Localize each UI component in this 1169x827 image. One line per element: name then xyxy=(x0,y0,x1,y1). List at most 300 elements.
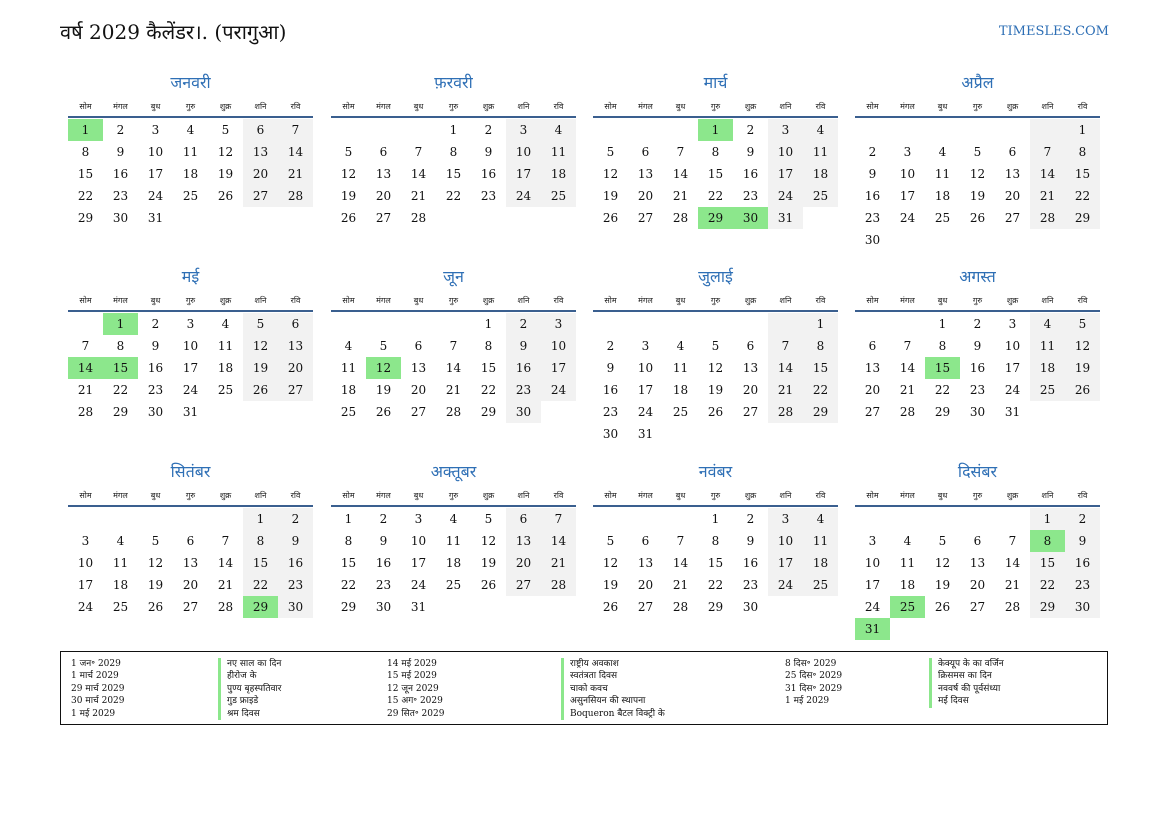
day-cell[interactable]: 10 xyxy=(899,167,916,181)
day-cell[interactable]: 10 xyxy=(182,339,199,353)
day-cell[interactable]: 13 xyxy=(375,167,392,181)
day-cell[interactable]: 18 xyxy=(803,552,838,574)
day-cell[interactable]: 1 xyxy=(803,313,838,335)
day-cell[interactable]: 17 xyxy=(864,578,881,592)
day-cell[interactable]: 16 xyxy=(1065,552,1100,574)
day-cell[interactable]: 30 xyxy=(742,600,759,614)
day-cell[interactable]: 31 xyxy=(1004,405,1021,419)
day-cell[interactable]: 18 xyxy=(899,578,916,592)
day-cell[interactable]: 8 xyxy=(711,534,720,548)
day-cell[interactable]: 25 xyxy=(1030,379,1065,401)
day-cell[interactable]: 22 xyxy=(707,189,724,203)
day-cell[interactable]: 17 xyxy=(899,189,916,203)
day-cell[interactable]: 24 xyxy=(77,600,94,614)
day-cell[interactable]: 27 xyxy=(637,211,654,225)
day-cell[interactable]: 6 xyxy=(1008,145,1017,159)
day-cell[interactable]: 17 xyxy=(768,552,803,574)
day-cell[interactable]: 3 xyxy=(868,534,877,548)
day-cell[interactable]: 20 xyxy=(969,578,986,592)
day-cell[interactable]: 7 xyxy=(449,339,458,353)
day-cell[interactable]: 14 xyxy=(1004,556,1021,570)
day-cell[interactable]: 17 xyxy=(768,163,803,185)
day-cell[interactable]: 31 xyxy=(147,211,164,225)
day-cell[interactable]: 8 xyxy=(1065,141,1100,163)
day-cell[interactable]: 18 xyxy=(803,163,838,185)
day-cell[interactable]: 29 xyxy=(112,405,129,419)
day-cell[interactable]: 28 xyxy=(768,401,803,423)
day-cell[interactable]: 13 xyxy=(506,530,541,552)
day-cell[interactable]: 9 xyxy=(746,534,755,548)
day-cell[interactable]: 27 xyxy=(278,379,313,401)
day-cell[interactable]: 26 xyxy=(1065,379,1100,401)
day-cell[interactable]: 12 xyxy=(707,361,724,375)
day-cell[interactable]: 2 xyxy=(278,508,313,530)
day-cell[interactable]: 18 xyxy=(217,361,234,375)
day-cell[interactable]: 23 xyxy=(278,574,313,596)
day-cell[interactable]: 4 xyxy=(221,317,230,331)
day-cell[interactable]: 9 xyxy=(484,145,493,159)
day-cell[interactable]: 23 xyxy=(742,189,759,203)
day-cell[interactable]: 6 xyxy=(641,145,650,159)
day-cell[interactable]: 11 xyxy=(182,145,199,159)
day-cell[interactable]: 22 xyxy=(803,379,838,401)
day-cell[interactable]: 2 xyxy=(1065,508,1100,530)
day-cell[interactable]: 28 xyxy=(541,574,576,596)
day-cell[interactable]: 9 xyxy=(868,167,877,181)
day-cell[interactable]: 14 xyxy=(1030,163,1065,185)
day-cell[interactable]: 27 xyxy=(1004,211,1021,225)
day-cell[interactable]: 2 xyxy=(746,123,755,137)
day-cell[interactable]: 5 xyxy=(379,339,388,353)
day-cell[interactable]: 10 xyxy=(637,361,654,375)
day-cell[interactable]: 3 xyxy=(768,508,803,530)
day-cell[interactable]: 25 xyxy=(803,185,838,207)
day-cell[interactable]: 11 xyxy=(541,141,576,163)
day-cell[interactable]: 20 xyxy=(1004,189,1021,203)
day-cell[interactable]: 28 xyxy=(410,211,427,225)
holiday-day-cell[interactable]: 29 xyxy=(698,207,733,229)
day-cell[interactable]: 13 xyxy=(864,361,881,375)
day-cell[interactable]: 21 xyxy=(1030,185,1065,207)
holiday-day-cell[interactable]: 25 xyxy=(890,596,925,618)
day-cell[interactable]: 27 xyxy=(243,185,278,207)
day-cell[interactable]: 3 xyxy=(414,512,423,526)
day-cell[interactable]: 25 xyxy=(803,574,838,596)
day-cell[interactable]: 28 xyxy=(77,405,94,419)
day-cell[interactable]: 21 xyxy=(768,379,803,401)
day-cell[interactable]: 29 xyxy=(340,600,357,614)
day-cell[interactable]: 19 xyxy=(147,578,164,592)
day-cell[interactable]: 9 xyxy=(606,361,615,375)
day-cell[interactable]: 12 xyxy=(602,167,619,181)
holiday-day-cell[interactable]: 1 xyxy=(698,119,733,141)
day-cell[interactable]: 6 xyxy=(414,339,423,353)
day-cell[interactable]: 20 xyxy=(864,383,881,397)
day-cell[interactable]: 2 xyxy=(116,123,125,137)
day-cell[interactable]: 30 xyxy=(375,600,392,614)
day-cell[interactable]: 7 xyxy=(414,145,423,159)
day-cell[interactable]: 28 xyxy=(899,405,916,419)
day-cell[interactable]: 25 xyxy=(112,600,129,614)
day-cell[interactable]: 14 xyxy=(672,556,689,570)
day-cell[interactable]: 19 xyxy=(217,167,234,181)
holiday-day-cell[interactable]: 30 xyxy=(733,207,768,229)
day-cell[interactable]: 29 xyxy=(1030,596,1065,618)
day-cell[interactable]: 9 xyxy=(379,534,388,548)
day-cell[interactable]: 22 xyxy=(243,574,278,596)
holiday-day-cell[interactable]: 15 xyxy=(103,357,138,379)
day-cell[interactable]: 16 xyxy=(147,361,164,375)
day-cell[interactable]: 3 xyxy=(186,317,195,331)
day-cell[interactable]: 11 xyxy=(340,361,357,375)
holiday-day-cell[interactable]: 1 xyxy=(103,313,138,335)
day-cell[interactable]: 25 xyxy=(217,383,234,397)
day-cell[interactable]: 6 xyxy=(973,534,982,548)
day-cell[interactable]: 7 xyxy=(1008,534,1017,548)
day-cell[interactable]: 25 xyxy=(182,189,199,203)
day-cell[interactable]: 16 xyxy=(480,167,497,181)
day-cell[interactable]: 11 xyxy=(934,167,951,181)
day-cell[interactable]: 3 xyxy=(1008,317,1017,331)
day-cell[interactable]: 10 xyxy=(768,530,803,552)
day-cell[interactable]: 5 xyxy=(484,512,493,526)
day-cell[interactable]: 25 xyxy=(445,578,462,592)
day-cell[interactable]: 26 xyxy=(707,405,724,419)
day-cell[interactable]: 11 xyxy=(803,530,838,552)
day-cell[interactable]: 22 xyxy=(340,578,357,592)
day-cell[interactable]: 1 xyxy=(1065,119,1100,141)
day-cell[interactable]: 23 xyxy=(1065,574,1100,596)
day-cell[interactable]: 8 xyxy=(938,339,947,353)
day-cell[interactable]: 7 xyxy=(903,339,912,353)
day-cell[interactable]: 30 xyxy=(278,596,313,618)
day-cell[interactable]: 10 xyxy=(864,556,881,570)
day-cell[interactable]: 19 xyxy=(375,383,392,397)
day-cell[interactable]: 4 xyxy=(938,145,947,159)
day-cell[interactable]: 21 xyxy=(278,163,313,185)
day-cell[interactable]: 18 xyxy=(1030,357,1065,379)
day-cell[interactable]: 15 xyxy=(340,556,357,570)
day-cell[interactable]: 19 xyxy=(934,578,951,592)
holiday-day-cell[interactable]: 15 xyxy=(925,357,960,379)
day-cell[interactable]: 24 xyxy=(768,574,803,596)
day-cell[interactable]: 14 xyxy=(541,530,576,552)
day-cell[interactable]: 27 xyxy=(864,405,881,419)
day-cell[interactable]: 26 xyxy=(934,600,951,614)
day-cell[interactable]: 1 xyxy=(344,512,353,526)
day-cell[interactable]: 6 xyxy=(379,145,388,159)
day-cell[interactable]: 12 xyxy=(243,335,278,357)
day-cell[interactable]: 20 xyxy=(742,383,759,397)
day-cell[interactable]: 29 xyxy=(803,401,838,423)
day-cell[interactable]: 5 xyxy=(938,534,947,548)
holiday-day-cell[interactable]: 8 xyxy=(1030,530,1065,552)
day-cell[interactable]: 18 xyxy=(541,163,576,185)
day-cell[interactable]: 26 xyxy=(147,600,164,614)
day-cell[interactable]: 19 xyxy=(340,189,357,203)
day-cell[interactable]: 2 xyxy=(973,317,982,331)
day-cell[interactable]: 17 xyxy=(541,357,576,379)
day-cell[interactable]: 26 xyxy=(217,189,234,203)
day-cell[interactable]: 4 xyxy=(676,339,685,353)
day-cell[interactable]: 16 xyxy=(864,189,881,203)
day-cell[interactable]: 18 xyxy=(934,189,951,203)
day-cell[interactable]: 7 xyxy=(278,119,313,141)
day-cell[interactable]: 1 xyxy=(711,512,720,526)
day-cell[interactable]: 4 xyxy=(116,534,125,548)
day-cell[interactable]: 22 xyxy=(445,189,462,203)
day-cell[interactable]: 23 xyxy=(602,405,619,419)
day-cell[interactable]: 12 xyxy=(1065,335,1100,357)
day-cell[interactable]: 5 xyxy=(344,145,353,159)
day-cell[interactable]: 20 xyxy=(637,578,654,592)
day-cell[interactable]: 17 xyxy=(637,383,654,397)
day-cell[interactable]: 15 xyxy=(480,361,497,375)
day-cell[interactable]: 7 xyxy=(81,339,90,353)
day-cell[interactable]: 20 xyxy=(278,357,313,379)
day-cell[interactable]: 14 xyxy=(672,167,689,181)
day-cell[interactable]: 21 xyxy=(1004,578,1021,592)
day-cell[interactable]: 7 xyxy=(541,508,576,530)
day-cell[interactable]: 16 xyxy=(969,361,986,375)
day-cell[interactable]: 31 xyxy=(637,427,654,441)
day-cell[interactable]: 10 xyxy=(1004,339,1021,353)
day-cell[interactable]: 18 xyxy=(182,167,199,181)
day-cell[interactable]: 22 xyxy=(480,383,497,397)
day-cell[interactable]: 17 xyxy=(147,167,164,181)
day-cell[interactable]: 13 xyxy=(637,556,654,570)
day-cell[interactable]: 19 xyxy=(969,189,986,203)
day-cell[interactable]: 19 xyxy=(707,383,724,397)
day-cell[interactable]: 9 xyxy=(746,145,755,159)
day-cell[interactable]: 16 xyxy=(742,167,759,181)
day-cell[interactable]: 16 xyxy=(375,556,392,570)
day-cell[interactable]: 28 xyxy=(672,211,689,225)
day-cell[interactable]: 11 xyxy=(899,556,916,570)
day-cell[interactable]: 17 xyxy=(410,556,427,570)
day-cell[interactable]: 24 xyxy=(864,600,881,614)
day-cell[interactable]: 28 xyxy=(1004,600,1021,614)
day-cell[interactable]: 3 xyxy=(903,145,912,159)
day-cell[interactable]: 4 xyxy=(803,508,838,530)
day-cell[interactable]: 27 xyxy=(506,574,541,596)
day-cell[interactable]: 12 xyxy=(147,556,164,570)
day-cell[interactable]: 4 xyxy=(903,534,912,548)
day-cell[interactable]: 4 xyxy=(449,512,458,526)
day-cell[interactable]: 24 xyxy=(637,405,654,419)
day-cell[interactable]: 16 xyxy=(278,552,313,574)
day-cell[interactable]: 27 xyxy=(969,600,986,614)
day-cell[interactable]: 2 xyxy=(151,317,160,331)
day-cell[interactable]: 9 xyxy=(506,335,541,357)
day-cell[interactable]: 3 xyxy=(151,123,160,137)
day-cell[interactable]: 5 xyxy=(711,339,720,353)
day-cell[interactable]: 8 xyxy=(449,145,458,159)
day-cell[interactable]: 8 xyxy=(116,339,125,353)
day-cell[interactable]: 6 xyxy=(243,119,278,141)
day-cell[interactable]: 25 xyxy=(934,211,951,225)
day-cell[interactable]: 29 xyxy=(707,600,724,614)
day-cell[interactable]: 4 xyxy=(541,119,576,141)
day-cell[interactable]: 16 xyxy=(742,556,759,570)
day-cell[interactable]: 18 xyxy=(672,383,689,397)
day-cell[interactable]: 18 xyxy=(340,383,357,397)
day-cell[interactable]: 20 xyxy=(410,383,427,397)
day-cell[interactable]: 10 xyxy=(541,335,576,357)
day-cell[interactable]: 27 xyxy=(742,405,759,419)
day-cell[interactable]: 2 xyxy=(506,313,541,335)
day-cell[interactable]: 19 xyxy=(1065,357,1100,379)
day-cell[interactable]: 14 xyxy=(768,357,803,379)
day-cell[interactable]: 26 xyxy=(969,211,986,225)
day-cell[interactable]: 26 xyxy=(480,578,497,592)
day-cell[interactable]: 3 xyxy=(506,119,541,141)
day-cell[interactable]: 22 xyxy=(112,383,129,397)
site-link[interactable]: TIMESLES.COM xyxy=(998,24,1109,39)
day-cell[interactable]: 10 xyxy=(506,141,541,163)
day-cell[interactable]: 12 xyxy=(217,145,234,159)
day-cell[interactable]: 13 xyxy=(1004,167,1021,181)
day-cell[interactable]: 15 xyxy=(707,167,724,181)
day-cell[interactable]: 17 xyxy=(506,163,541,185)
day-cell[interactable]: 24 xyxy=(506,185,541,207)
day-cell[interactable]: 17 xyxy=(77,578,94,592)
day-cell[interactable]: 2 xyxy=(379,512,388,526)
day-cell[interactable]: 29 xyxy=(480,405,497,419)
day-cell[interactable]: 14 xyxy=(278,141,313,163)
day-cell[interactable]: 21 xyxy=(77,383,94,397)
day-cell[interactable]: 23 xyxy=(480,189,497,203)
day-cell[interactable]: 24 xyxy=(182,383,199,397)
day-cell[interactable]: 1 xyxy=(938,317,947,331)
day-cell[interactable]: 9 xyxy=(973,339,982,353)
day-cell[interactable]: 2 xyxy=(868,145,877,159)
day-cell[interactable]: 22 xyxy=(707,578,724,592)
day-cell[interactable]: 24 xyxy=(147,189,164,203)
day-cell[interactable]: 22 xyxy=(77,189,94,203)
day-cell[interactable]: 6 xyxy=(186,534,195,548)
day-cell[interactable]: 22 xyxy=(934,383,951,397)
day-cell[interactable]: 19 xyxy=(602,578,619,592)
day-cell[interactable]: 4 xyxy=(344,339,353,353)
day-cell[interactable]: 11 xyxy=(1030,335,1065,357)
day-cell[interactable]: 9 xyxy=(1065,530,1100,552)
day-cell[interactable]: 7 xyxy=(676,145,685,159)
day-cell[interactable]: 10 xyxy=(410,534,427,548)
day-cell[interactable]: 21 xyxy=(445,383,462,397)
day-cell[interactable]: 5 xyxy=(606,534,615,548)
day-cell[interactable]: 23 xyxy=(112,189,129,203)
day-cell[interactable]: 6 xyxy=(746,339,755,353)
day-cell[interactable]: 28 xyxy=(445,405,462,419)
day-cell[interactable]: 6 xyxy=(641,534,650,548)
day-cell[interactable]: 28 xyxy=(672,600,689,614)
day-cell[interactable]: 30 xyxy=(1065,596,1100,618)
day-cell[interactable]: 12 xyxy=(602,556,619,570)
day-cell[interactable]: 21 xyxy=(672,578,689,592)
day-cell[interactable]: 30 xyxy=(147,405,164,419)
day-cell[interactable]: 5 xyxy=(606,145,615,159)
day-cell[interactable]: 6 xyxy=(868,339,877,353)
day-cell[interactable]: 7 xyxy=(768,335,803,357)
day-cell[interactable]: 21 xyxy=(217,578,234,592)
day-cell[interactable]: 22 xyxy=(1030,574,1065,596)
day-cell[interactable]: 31 xyxy=(768,207,803,229)
holiday-day-cell[interactable]: 29 xyxy=(243,596,278,618)
day-cell[interactable]: 26 xyxy=(340,211,357,225)
day-cell[interactable]: 13 xyxy=(182,556,199,570)
day-cell[interactable]: 8 xyxy=(803,335,838,357)
day-cell[interactable]: 2 xyxy=(606,339,615,353)
day-cell[interactable]: 17 xyxy=(182,361,199,375)
day-cell[interactable]: 11 xyxy=(803,141,838,163)
day-cell[interactable]: 11 xyxy=(445,534,462,548)
day-cell[interactable]: 25 xyxy=(340,405,357,419)
day-cell[interactable]: 11 xyxy=(112,556,129,570)
day-cell[interactable]: 18 xyxy=(445,556,462,570)
day-cell[interactable]: 14 xyxy=(217,556,234,570)
day-cell[interactable]: 20 xyxy=(375,189,392,203)
day-cell[interactable]: 12 xyxy=(340,167,357,181)
day-cell[interactable]: 13 xyxy=(969,556,986,570)
day-cell[interactable]: 3 xyxy=(768,119,803,141)
day-cell[interactable]: 25 xyxy=(541,185,576,207)
day-cell[interactable]: 20 xyxy=(243,163,278,185)
day-cell[interactable]: 5 xyxy=(151,534,160,548)
day-cell[interactable]: 13 xyxy=(278,335,313,357)
day-cell[interactable]: 14 xyxy=(899,361,916,375)
day-cell[interactable]: 12 xyxy=(969,167,986,181)
day-cell[interactable]: 24 xyxy=(899,211,916,225)
day-cell[interactable]: 27 xyxy=(410,405,427,419)
day-cell[interactable]: 22 xyxy=(1065,185,1100,207)
day-cell[interactable]: 26 xyxy=(602,211,619,225)
day-cell[interactable]: 7 xyxy=(1030,141,1065,163)
day-cell[interactable]: 24 xyxy=(768,185,803,207)
day-cell[interactable]: 24 xyxy=(1004,383,1021,397)
day-cell[interactable]: 26 xyxy=(375,405,392,419)
day-cell[interactable]: 31 xyxy=(410,600,427,614)
holiday-day-cell[interactable]: 14 xyxy=(68,357,103,379)
day-cell[interactable]: 31 xyxy=(182,405,199,419)
day-cell[interactable]: 8 xyxy=(484,339,493,353)
day-cell[interactable]: 5 xyxy=(973,145,982,159)
day-cell[interactable]: 16 xyxy=(506,357,541,379)
day-cell[interactable]: 18 xyxy=(112,578,129,592)
day-cell[interactable]: 13 xyxy=(742,361,759,375)
day-cell[interactable]: 14 xyxy=(445,361,462,375)
day-cell[interactable]: 15 xyxy=(77,167,94,181)
day-cell[interactable]: 21 xyxy=(899,383,916,397)
day-cell[interactable]: 13 xyxy=(410,361,427,375)
day-cell[interactable]: 8 xyxy=(344,534,353,548)
day-cell[interactable]: 7 xyxy=(676,534,685,548)
day-cell[interactable]: 23 xyxy=(969,383,986,397)
day-cell[interactable]: 27 xyxy=(375,211,392,225)
day-cell[interactable]: 20 xyxy=(506,552,541,574)
day-cell[interactable]: 9 xyxy=(278,530,313,552)
day-cell[interactable]: 23 xyxy=(147,383,164,397)
day-cell[interactable]: 19 xyxy=(243,357,278,379)
day-cell[interactable]: 13 xyxy=(243,141,278,163)
day-cell[interactable]: 12 xyxy=(934,556,951,570)
day-cell[interactable]: 3 xyxy=(81,534,90,548)
day-cell[interactable]: 15 xyxy=(1065,163,1100,185)
day-cell[interactable]: 12 xyxy=(480,534,497,548)
day-cell[interactable]: 24 xyxy=(541,379,576,401)
day-cell[interactable]: 27 xyxy=(182,600,199,614)
day-cell[interactable]: 2 xyxy=(746,512,755,526)
